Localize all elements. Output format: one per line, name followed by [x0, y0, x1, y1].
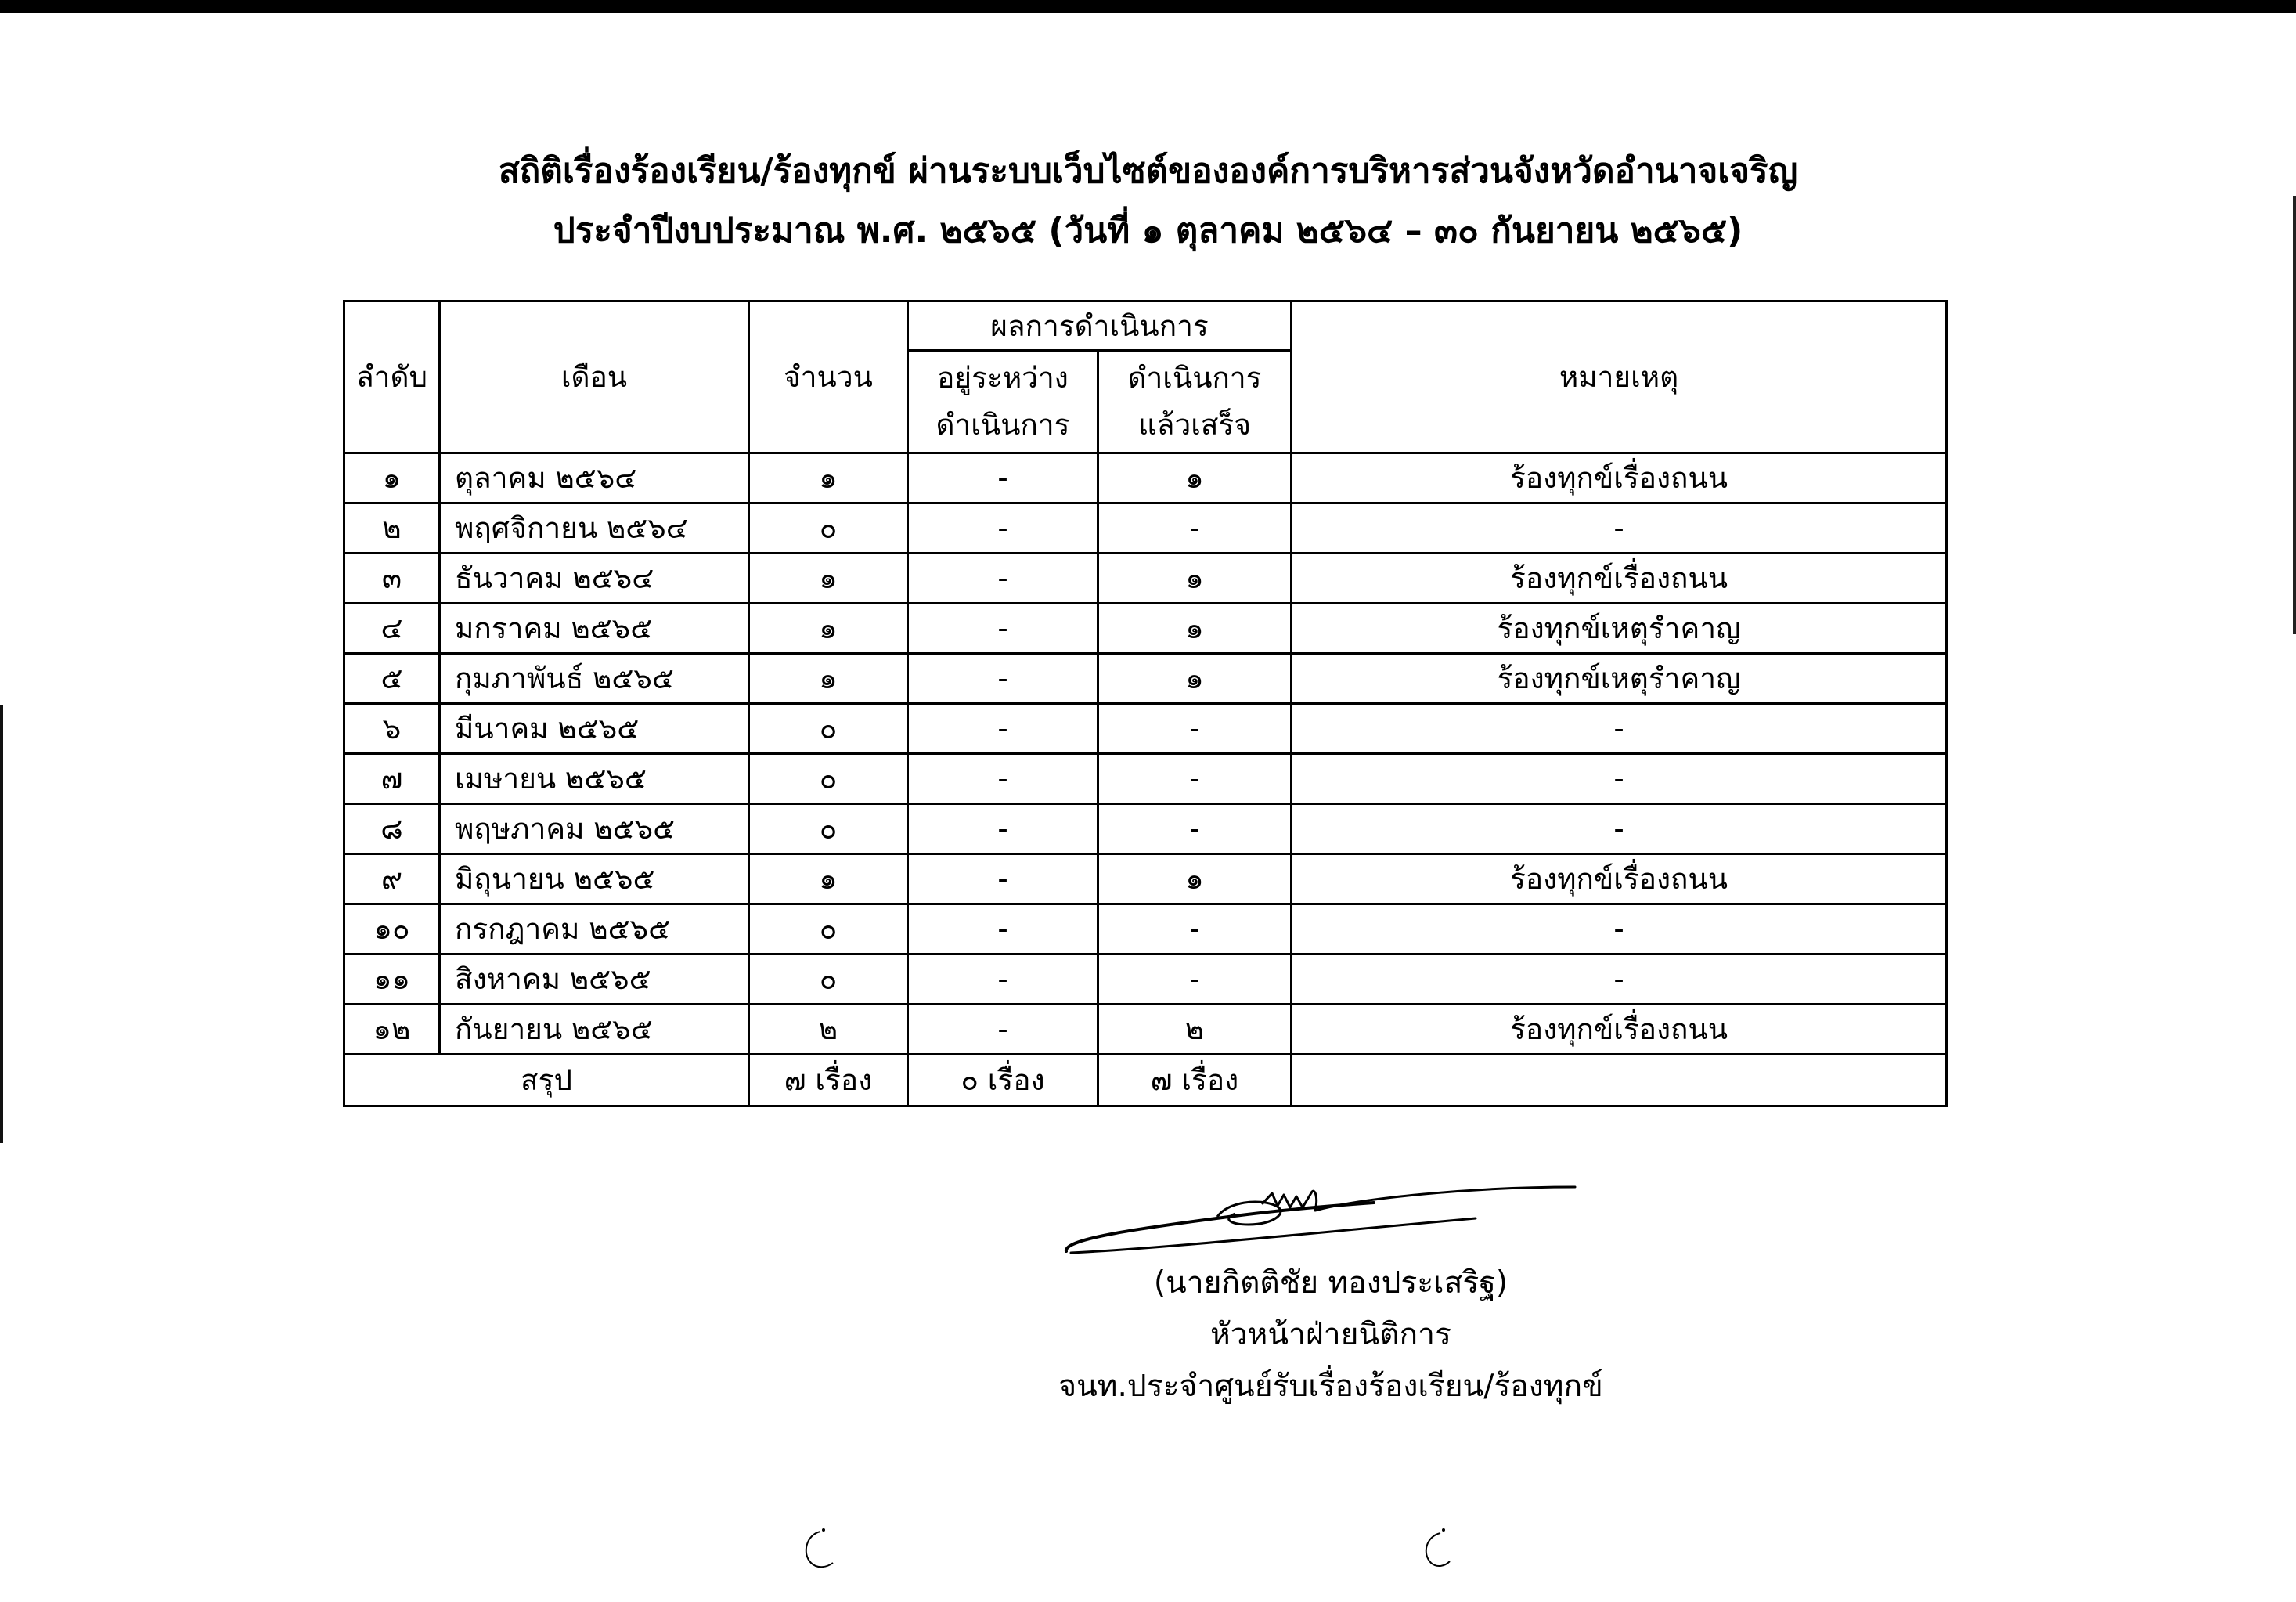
cell-completed: ๑	[1098, 854, 1292, 904]
header-month: เดือน	[440, 301, 749, 453]
scan-left-edge	[0, 705, 3, 1143]
cell-in-progress: -	[908, 604, 1098, 654]
cell-completed: ๑	[1098, 604, 1292, 654]
header-in-progress-line1: อยู่ระหว่าง	[937, 361, 1069, 395]
table-row	[344, 604, 1947, 654]
cell-month: พฤษภาคม ๒๕๖๕	[440, 804, 749, 854]
table-row	[344, 554, 1947, 604]
cell-month: กุมภาพันธ์ ๒๕๖๕	[440, 654, 749, 704]
cell-order: ๑	[344, 453, 440, 503]
table-row	[344, 1005, 1947, 1055]
cell-count: ๐	[749, 804, 908, 854]
table-row	[344, 954, 1947, 1005]
cell-completed: -	[1098, 904, 1292, 954]
handwritten-signature	[1049, 1167, 1613, 1261]
punch-hole-mark-left	[798, 1525, 838, 1572]
cell-month: มกราคม ๒๕๖๕	[440, 604, 749, 654]
cell-completed: ๒	[1098, 1005, 1292, 1055]
scan-top-edge	[0, 0, 2296, 13]
cell-count: ๑	[749, 453, 908, 503]
cell-completed: ๑	[1098, 453, 1292, 503]
cell-count: ๒	[749, 1005, 908, 1055]
cell-month: กันยายน ๒๕๖๕	[440, 1005, 749, 1055]
summary-remark	[1292, 1055, 1947, 1106]
cell-count: ๐	[749, 704, 908, 754]
cell-month: ธันวาคม ๒๕๖๔	[440, 554, 749, 604]
cell-order: ๘	[344, 804, 440, 854]
cell-count: ๐	[749, 503, 908, 554]
cell-completed: -	[1098, 704, 1292, 754]
cell-order: ๖	[344, 704, 440, 754]
header-in-progress-line2: ดำเนินการ	[935, 408, 1070, 442]
cell-order: ๗	[344, 754, 440, 804]
cell-in-progress: -	[908, 453, 1098, 503]
header-result-group: ผลการดำเนินการ	[908, 301, 1292, 351]
cell-completed: -	[1098, 954, 1292, 1005]
summary-completed: ๗ เรื่อง	[1098, 1055, 1292, 1106]
cell-count: ๐	[749, 954, 908, 1005]
statistics-table	[343, 300, 1948, 1107]
cell-count: ๑	[749, 604, 908, 654]
table-row	[344, 804, 1947, 854]
cell-order: ๑๐	[344, 904, 440, 954]
cell-remark: ร้องทุกข์เรื่องถนน	[1292, 554, 1947, 604]
signatory-position: หัวหน้าฝ่ายนิติการ	[1210, 1317, 1451, 1352]
cell-month: สิงหาคม ๒๕๖๕	[440, 954, 749, 1005]
table-row	[344, 754, 1947, 804]
document-title: สถิติเรื่องร้องเรียน/ร้องทุกข์ ผ่านระบบเว็บไซต์ขององค์การบริหารส่วนจังหวัดอำนาจเจริญ	[498, 151, 1798, 191]
cell-in-progress: -	[908, 804, 1098, 854]
cell-order: ๕	[344, 654, 440, 704]
cell-order: ๒	[344, 503, 440, 554]
cell-remark: -	[1292, 904, 1947, 954]
summary-row	[344, 1055, 1947, 1106]
signatory-name: (นายกิตติชัย ทองประเสริฐ)	[1153, 1265, 1508, 1301]
header-completed	[1098, 351, 1292, 453]
cell-month: ตุลาคม ๒๕๖๔	[440, 453, 749, 503]
summary-count: ๗ เรื่อง	[749, 1055, 908, 1106]
header-in-progress	[908, 351, 1098, 453]
header-order: ลำดับ	[344, 301, 440, 453]
cell-remark: ร้องทุกข์เรื่องถนน	[1292, 1005, 1947, 1055]
table-row	[344, 904, 1947, 954]
cell-order: ๔	[344, 604, 440, 654]
cell-remark: -	[1292, 954, 1947, 1005]
cell-month: มีนาคม ๒๕๖๕	[440, 704, 749, 754]
summary-in-progress: ๐ เรื่อง	[908, 1055, 1098, 1106]
cell-month: เมษายน ๒๕๖๕	[440, 754, 749, 804]
cell-in-progress: -	[908, 1005, 1098, 1055]
cell-order: ๙	[344, 854, 440, 904]
cell-completed: -	[1098, 754, 1292, 804]
punch-hole-mark-right	[1417, 1525, 1456, 1572]
cell-remark: ร้องทุกข์เรื่องถนน	[1292, 453, 1947, 503]
table-row	[344, 453, 1947, 503]
cell-order: ๑๒	[344, 1005, 440, 1055]
table-row	[344, 654, 1947, 704]
scan-right-edge	[2293, 196, 2296, 634]
cell-count: ๐	[749, 754, 908, 804]
cell-completed: -	[1098, 503, 1292, 554]
document-subtitle: ประจำปีงบประมาณ พ.ศ. ๒๕๖๕ (วันที่ ๑ ตุลาคม ๒๕๖๔ – ๓๐ กันยายน ๒๕๖๕)	[553, 211, 1743, 251]
cell-count: ๐	[749, 904, 908, 954]
cell-completed: ๑	[1098, 654, 1292, 704]
table-row	[344, 503, 1947, 554]
cell-remark: ร้องทุกข์เหตุรำคาญ	[1292, 654, 1947, 704]
cell-order: ๓	[344, 554, 440, 604]
header-remark: หมายเหตุ	[1292, 301, 1947, 453]
header-completed-line2: แล้วเสร็จ	[1137, 408, 1252, 442]
cell-completed: ๑	[1098, 554, 1292, 604]
cell-order: ๑๑	[344, 954, 440, 1005]
cell-in-progress: -	[908, 704, 1098, 754]
header-completed-line1: ดำเนินการ	[1127, 361, 1262, 395]
table-row	[344, 704, 1947, 754]
cell-remark: -	[1292, 754, 1947, 804]
cell-in-progress: -	[908, 854, 1098, 904]
cell-in-progress: -	[908, 654, 1098, 704]
cell-month: กรกฎาคม ๒๕๖๕	[440, 904, 749, 954]
cell-month: มิถุนายน ๒๕๖๕	[440, 854, 749, 904]
cell-in-progress: -	[908, 503, 1098, 554]
cell-completed: -	[1098, 804, 1292, 854]
cell-remark: -	[1292, 704, 1947, 754]
cell-in-progress: -	[908, 554, 1098, 604]
table-row	[344, 854, 1947, 904]
cell-month: พฤศจิกายน ๒๕๖๔	[440, 503, 749, 554]
cell-count: ๑	[749, 554, 908, 604]
cell-remark: ร้องทุกข์เหตุรำคาญ	[1292, 604, 1947, 654]
cell-count: ๑	[749, 854, 908, 904]
cell-remark: -	[1292, 503, 1947, 554]
summary-label: สรุป	[344, 1055, 749, 1106]
cell-in-progress: -	[908, 754, 1098, 804]
cell-count: ๑	[749, 654, 908, 704]
signatory-role: จนท.ประจำศูนย์รับเรื่องร้องเรียน/ร้องทุกข์	[1058, 1369, 1603, 1404]
cell-in-progress: -	[908, 954, 1098, 1005]
cell-in-progress: -	[908, 904, 1098, 954]
cell-remark: -	[1292, 804, 1947, 854]
cell-remark: ร้องทุกข์เรื่องถนน	[1292, 854, 1947, 904]
header-count: จำนวน	[749, 301, 908, 453]
